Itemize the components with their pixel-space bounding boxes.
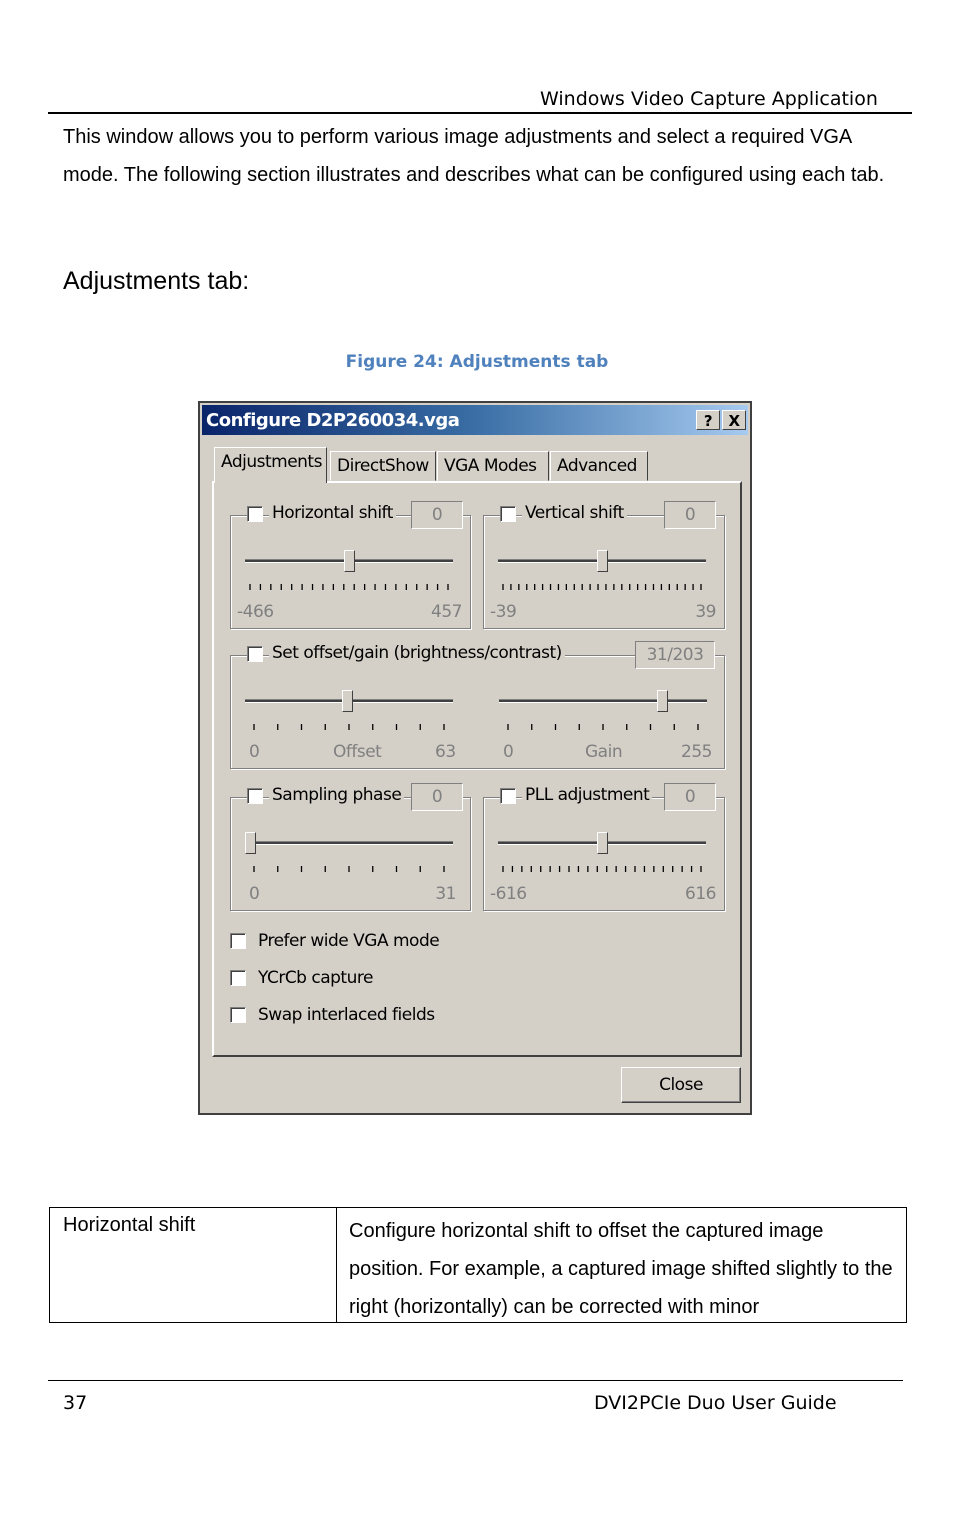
tab-adjustments[interactable]: Adjustments xyxy=(214,447,327,483)
dialog-titlebar xyxy=(202,405,748,435)
description-table xyxy=(49,1207,907,1323)
prefer-wide-vga-checkbox[interactable] xyxy=(230,933,246,949)
pll-checkbox[interactable] xyxy=(500,788,516,804)
offset-gain-group xyxy=(230,643,725,769)
gain-ticks xyxy=(507,724,699,730)
offset-gain-checkbox[interactable] xyxy=(247,646,263,662)
sampling-value[interactable]: 0 xyxy=(411,783,463,811)
gain-caption: Gain xyxy=(585,742,623,762)
hshift-max: 457 xyxy=(431,602,462,622)
pll-ticks xyxy=(502,866,702,872)
table-term-cell: Horizontal shift xyxy=(50,1208,337,1322)
hshift-slider-thumb[interactable] xyxy=(344,550,355,572)
gain-slider-thumb[interactable] xyxy=(657,690,668,712)
hshift-group xyxy=(230,503,471,629)
adjustments-panel xyxy=(212,481,742,1057)
vshift-slider-thumb[interactable] xyxy=(597,550,608,572)
vshift-min: -39 xyxy=(490,602,517,622)
sampling-max: 31 xyxy=(435,884,456,904)
offset-min: 0 xyxy=(249,742,260,762)
pll-label: PLL adjustment xyxy=(522,785,652,805)
gain-track xyxy=(499,699,707,703)
pll-value[interactable]: 0 xyxy=(664,783,716,811)
hshift-checkbox[interactable] xyxy=(247,506,263,522)
intro-paragraph: This window allows you to perform various image adjustments and select a required VGA mode. The following section illustrates and describes what can be configured using each tab. xyxy=(63,126,885,186)
pll-max: 616 xyxy=(685,884,716,904)
sampling-track xyxy=(245,841,453,845)
help-button[interactable]: ? xyxy=(696,410,720,430)
vshift-max: 39 xyxy=(695,602,716,622)
tab-advanced[interactable]: Advanced xyxy=(550,451,648,481)
vshift-label: Vertical shift xyxy=(522,503,627,523)
prefer-wide-vga-label: Prefer wide VGA mode xyxy=(258,931,440,951)
vshift-checkbox[interactable] xyxy=(500,506,516,522)
tab-vga-modes[interactable]: VGA Modes xyxy=(437,451,549,481)
swap-fields-checkbox[interactable] xyxy=(230,1007,246,1023)
close-button[interactable]: Close xyxy=(621,1067,741,1103)
offset-caption: Offset xyxy=(333,742,382,762)
hshift-label: Horizontal shift xyxy=(269,503,396,523)
hshift-min: -466 xyxy=(237,602,274,622)
sampling-group xyxy=(230,785,471,911)
configure-dialog xyxy=(198,401,752,1115)
ycrcb-label: YCrCb capture xyxy=(258,968,373,988)
sampling-ticks xyxy=(253,866,445,872)
running-header: Windows Video Capture Application xyxy=(540,88,878,110)
hshift-value[interactable]: 0 xyxy=(411,501,463,529)
ycrcb-checkbox[interactable] xyxy=(230,970,246,986)
offset-gain-label: Set offset/gain (brightness/contrast) xyxy=(269,643,565,663)
footer-guide-title: DVI2PCIe Duo User Guide xyxy=(594,1392,837,1414)
pll-slider-thumb[interactable] xyxy=(597,832,608,854)
page-number: 37 xyxy=(63,1392,88,1414)
figure-caption: Figure 24: Adjustments tab xyxy=(345,352,609,372)
sampling-min: 0 xyxy=(249,884,260,904)
hshift-ticks xyxy=(249,584,449,590)
footer-rule xyxy=(48,1380,903,1381)
pll-group xyxy=(483,785,725,911)
offset-max: 63 xyxy=(435,742,456,762)
swap-fields-label: Swap interlaced fields xyxy=(258,1005,435,1025)
offset-gain-value[interactable]: 31/203 xyxy=(635,641,715,669)
sampling-checkbox[interactable] xyxy=(247,788,263,804)
gain-max: 255 xyxy=(681,742,712,762)
vshift-value[interactable]: 0 xyxy=(664,501,716,529)
tab-directshow[interactable]: DirectShow xyxy=(330,451,436,481)
table-description-cell: Configure horizontal shift to offset the captured image position. For example, a captured image shifted slightly to the right (horizontally) can be corrected with minor xyxy=(349,1220,893,1318)
sampling-label: Sampling phase xyxy=(269,785,404,805)
offset-ticks xyxy=(253,724,445,730)
close-x-button[interactable]: X xyxy=(722,410,746,430)
header-rule xyxy=(48,112,912,114)
vshift-group xyxy=(483,503,725,629)
offset-slider-thumb[interactable] xyxy=(342,690,353,712)
gain-min: 0 xyxy=(503,742,514,762)
vshift-ticks xyxy=(502,584,702,590)
dialog-title: Configure D2P260034.vga xyxy=(206,410,460,431)
pll-min: -616 xyxy=(490,884,527,904)
sampling-slider-thumb[interactable] xyxy=(245,832,256,854)
section-subheading: Adjustments tab: xyxy=(63,267,250,295)
